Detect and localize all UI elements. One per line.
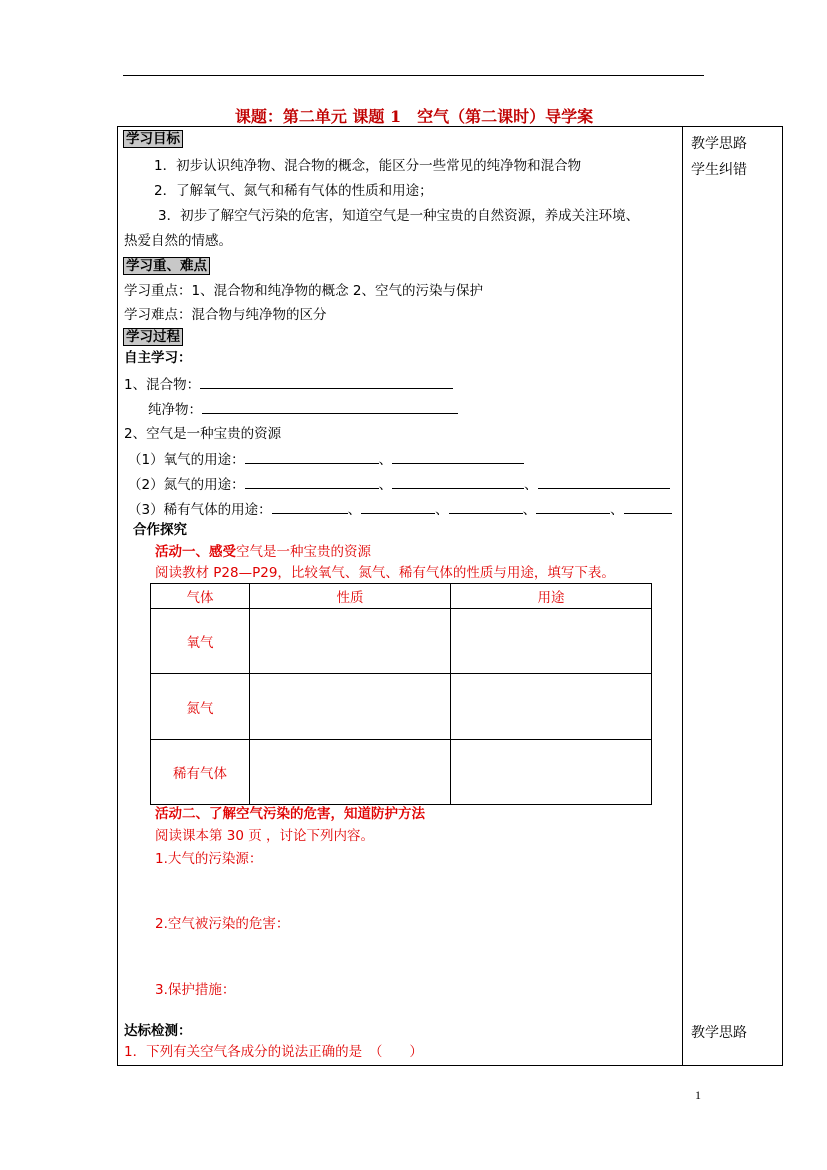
page-title: 课题：第二单元 课题 1 空气（第二课时）导学案 <box>234 107 594 126</box>
nitrogen-use-row <box>128 475 670 494</box>
table-cell-nitrogen-property[interactable] <box>250 674 451 740</box>
separator: 、 <box>610 502 624 518</box>
process-header: 学习过程 <box>123 328 183 346</box>
rare-gas-use-label: （3）稀有气体的用途： <box>128 502 272 518</box>
separator: 、 <box>524 477 538 493</box>
mixture-blank[interactable] <box>200 375 453 389</box>
pollution-harm-prompt: 2.空气被污染的危害： <box>155 916 290 932</box>
table-cell-oxygen-property[interactable] <box>250 609 451 674</box>
self-study-heading: 自主学习： <box>124 350 192 366</box>
page-number: 1 <box>695 1088 701 1102</box>
nitrogen-use-blank-1[interactable] <box>245 475 379 489</box>
table-cell-oxygen-use[interactable] <box>451 609 652 674</box>
question-2: 2、空气是一种宝贵的资源 <box>124 426 282 442</box>
pure-blank[interactable] <box>202 400 458 414</box>
oxygen-use-row <box>128 450 524 469</box>
column-divider <box>682 126 683 1066</box>
side-label-correction: 学生纠错 <box>691 162 747 178</box>
separator: 、 <box>378 452 393 468</box>
table-header-use: 用途 <box>451 584 652 609</box>
activity-1-bold: 活动一、感受 <box>155 544 236 560</box>
rare-gas-use-blank-3[interactable] <box>449 500 523 514</box>
activity-1-instruction: 阅读教材 P28—P29，比较氧气、氮气、稀有气体的性质与用途，填写下表。 <box>155 565 615 581</box>
side-label-teaching: 教学思路 <box>691 136 747 152</box>
table-row-nitrogen: 氮气 <box>151 674 250 740</box>
keypoints-header: 学习重、难点 <box>123 257 210 275</box>
gas-table <box>150 583 652 805</box>
objective-3-line1: 3．初步了解空气污染的危害，知道空气是一种宝贵的自然资源，养成关注环境、 <box>158 208 640 224</box>
oxygen-use-label: （1）氧气的用途： <box>128 452 245 468</box>
activity-1-title <box>155 543 371 561</box>
side-label-teaching-2: 教学思路 <box>691 1025 747 1041</box>
nitrogen-use-blank-3[interactable] <box>538 475 670 489</box>
test-heading: 达标检测： <box>124 1023 192 1039</box>
objectives-header: 学习目标 <box>123 130 183 148</box>
objective-3-line2: 热爱自然的情感。 <box>124 233 232 249</box>
nitrogen-use-label: （2）氮气的用途： <box>128 477 245 493</box>
pollution-source-prompt: 1.大气的污染源： <box>155 851 263 867</box>
activity-2-title: 活动二、了解空气污染的危害，知道防护方法 <box>155 806 425 822</box>
pure-label: 纯净物： <box>148 402 202 418</box>
mixture-label: 1、混合物： <box>124 377 201 393</box>
key-point: 学习重点：1、混合物和纯净物的概念 2、空气的污染与保护 <box>124 283 483 299</box>
rare-gas-use-blank-5[interactable] <box>624 500 672 514</box>
table-row-rare-gas: 稀有气体 <box>151 740 250 805</box>
separator: 、 <box>522 502 537 518</box>
cooperation-heading: 合作探究 <box>133 522 187 538</box>
rare-gas-use-blank-4[interactable] <box>536 500 610 514</box>
difficulty-point: 学习难点：混合物与纯净物的区分 <box>124 307 327 323</box>
objective-1: 1．初步认识纯净物、混合物的概念，能区分一些常见的纯净物和混合物 <box>154 158 582 174</box>
objective-2: 2．了解氧气、氮气和稀有气体的性质和用途； <box>154 183 433 199</box>
separator: 、 <box>435 502 449 518</box>
activity-2-instruction: 阅读课本第 30 页 ，讨论下列内容。 <box>155 828 375 844</box>
rare-gas-use-row <box>128 500 672 519</box>
table-row-oxygen: 氧气 <box>151 609 250 674</box>
pure-row <box>148 400 458 419</box>
mixture-row <box>124 375 453 394</box>
table-cell-rare-gas-property[interactable] <box>250 740 451 805</box>
test-question-1: 1．下列有关空气各成分的说法正确的是 （ ） <box>124 1044 423 1060</box>
separator: 、 <box>347 502 362 518</box>
rare-gas-use-blank-2[interactable] <box>361 500 435 514</box>
protection-prompt: 3.保护措施： <box>155 982 236 998</box>
separator: 、 <box>378 477 393 493</box>
table-header-gas: 气体 <box>151 584 250 609</box>
header-rule <box>123 75 704 76</box>
oxygen-use-blank-2[interactable] <box>392 450 524 464</box>
oxygen-use-blank-1[interactable] <box>245 450 379 464</box>
table-cell-rare-gas-use[interactable] <box>451 740 652 805</box>
table-cell-nitrogen-use[interactable] <box>451 674 652 740</box>
activity-1-rest: 空气是一种宝贵的资源 <box>236 544 371 560</box>
nitrogen-use-blank-2[interactable] <box>392 475 524 489</box>
rare-gas-use-blank-1[interactable] <box>272 500 348 514</box>
table-header-property: 性质 <box>250 584 451 609</box>
